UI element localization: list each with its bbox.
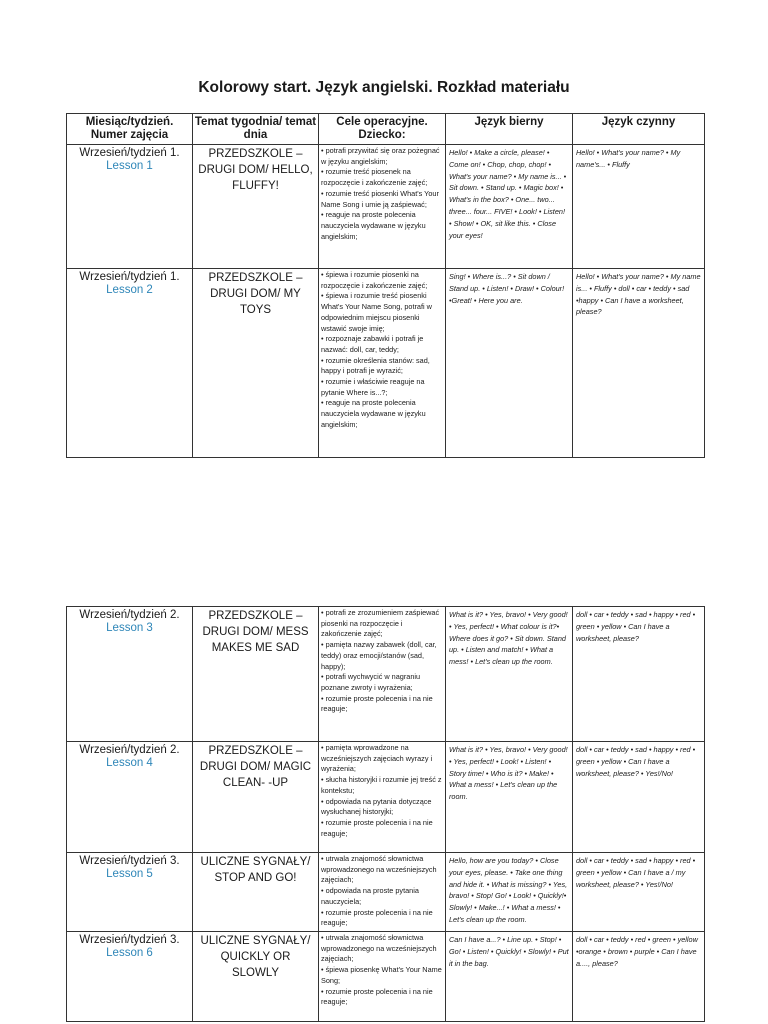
goal-item: • słucha historyjki i rozumie jej treść z kontekstu; <box>321 775 442 795</box>
goal-item: • rozumie proste polecenia i na nie reaguje; <box>321 986 433 1007</box>
passive-language-cell: Hello! • Make a circle, please! • Come on! • Chop, chop, chop! • What's your name? • My name is... • Sit down. • Stand up. • Magic box! • What's in the box? • One... two... three... four... FIVE! • Look! • Listen! • Show! • OK, sit like this. • Close your eyes! <box>446 145 573 269</box>
goal-item: • rozumie proste polecenia i na nie reaguje; <box>321 817 433 838</box>
active-language-cell: Hello! • What's your name? • My name's... • Fluffy <box>573 145 705 269</box>
goal-item: • odpowiada na pytania dotyczące wysłuchanej historyjki; <box>321 796 432 817</box>
goal-item: • reaguje na proste polecenia nauczyciela wydawane w języku angielskim; <box>321 210 426 241</box>
month-cell <box>67 742 193 853</box>
goals-cell <box>319 607 446 742</box>
active-language-cell: doll • car • teddy • red • green • yellow •orange • brown • purple • Can I have a...., please? <box>573 932 705 1022</box>
topic-cell: ULICZNE SYGNAŁY/ QUICKLY OR SLOWLY <box>193 932 319 1022</box>
topic-cell: PRZEDSZKOLE – DRUGI DOM/ HELLO, FLUFFY! <box>193 145 319 269</box>
goals-cell <box>319 853 446 932</box>
goal-item: • potrafi ze zrozumieniem zaśpiewać piosenki na rozpoczęcie i zakończenie zajęć; <box>321 608 440 639</box>
active-language-cell: doll • car • teddy • sad • happy • red • green • yellow • Can I have a worksheet, please? • Yes!/No! <box>573 742 705 853</box>
lesson-label: Lesson 2 <box>106 284 153 296</box>
table-row <box>67 742 705 853</box>
header-active: Język czynny <box>573 114 705 145</box>
goal-item: • śpiewa piosenkę What's Your Name Song; <box>321 965 442 985</box>
lesson-label: Lesson 5 <box>106 868 153 880</box>
header-row <box>67 114 705 145</box>
passive-language-cell: Sing! • Where is...? • Sit down / Stand up. • Listen! • Draw! • Colour! •Great! • Here you are. <box>446 269 573 458</box>
month-cell <box>67 269 193 458</box>
goal-item: • pamięta wprowadzone na wcześniejszych zajęciach wyrazy i wyrażenia; <box>321 743 433 774</box>
active-language-cell: doll • car • teddy • sad • happy • red • green • yellow • Can I have a / my worksheet, please? • Yes!/No! <box>573 853 705 932</box>
month-cell <box>67 853 193 932</box>
lesson-label: Lesson 4 <box>106 757 153 769</box>
goals-cell <box>319 932 446 1022</box>
active-language-cell: Hello! • What's your name? • My name is... • Fluffy • doll • car • teddy • sad •happy • Can I have a worksheet, please? <box>573 269 705 458</box>
goal-item: • rozumie proste polecenia i na nie reaguje; <box>321 693 433 714</box>
goal-item: • rozumie określenia stanów: sad, happy i potrafi je wyrazić; <box>321 355 430 376</box>
month-week-label: Wrzesień/tydzień 3. <box>79 855 180 867</box>
header-topic: Temat tygodnia/ temat dnia <box>193 114 319 145</box>
topic-cell: PRZEDSZKOLE – DRUGI DOM/ MESS MAKES ME SAD <box>193 607 319 742</box>
goal-item: • śpiewa i rozumie piosenki na rozpoczęcie i zakończenie zajęć; <box>321 270 428 290</box>
lesson-label: Lesson 1 <box>106 160 153 172</box>
goal-item: • reaguje na proste polecenia nauczyciela wydawane w języku angielskim; <box>321 398 426 429</box>
goals-cell <box>319 742 446 853</box>
topic-cell: PRZEDSZKOLE – DRUGI DOM/ MY TOYS <box>193 269 319 458</box>
table-row <box>67 932 705 1022</box>
syllabus-table-part-1 <box>66 113 705 458</box>
header-month: Miesiąc/tydzień. Numer zajęcia <box>67 114 193 145</box>
passive-language-cell: What is it? • Yes, bravo! • Very good! • Yes, perfect! • Look! • Listen! • Story time! • Who is it? • Make! • What a mess! • Let's clean up the room. <box>446 742 573 853</box>
goal-item: • śpiewa i rozumie treść piosenki What's Your Name Song, potrafi w odpowiednim miejscu piosenki wstawić swoje imię; <box>321 291 432 333</box>
header-goals: Cele operacyjne. Dziecko: <box>319 114 446 145</box>
month-cell <box>67 932 193 1022</box>
table-row <box>67 269 705 458</box>
topic-cell: PRZEDSZKOLE – DRUGI DOM/ MAGIC CLEAN- -UP <box>193 742 319 853</box>
syllabus-table-part-2 <box>66 606 705 1022</box>
goal-item: • rozumie treść piosenki What's Your Name Song i umie ją zaśpiewać; <box>321 188 439 209</box>
lesson-label: Lesson 6 <box>106 947 153 959</box>
goals-cell <box>319 269 446 458</box>
passive-language-cell: Hello, how are you today? • Close your eyes, please. • Take one thing and hide it. • What is missing? • Yes, bravo! • Stop! Go! • Look! • Quickly!• Slowly! • Make...! • What a mess! • Let's clean up the room. <box>446 853 573 932</box>
document-title: Kolorowy start. Język angielski. Rozkład materiału <box>198 79 570 96</box>
goal-item: • potrafi wychwycić w nagraniu poznane zwroty i wyrażenia; <box>321 672 421 692</box>
goal-item: • pamięta nazwy zabawek (doll, car, teddy) oraz emocji/stanów (sad, happy); <box>321 640 437 671</box>
passive-language-cell: Can I have a...? • Line up. • Stop! • Go! • Listen! • Quickly! • Slowly! • Put it in the bag. <box>446 932 573 1022</box>
table-row <box>67 145 705 269</box>
goal-item: • utrwala znajomość słownictwa wprowadzonego na wcześniejszych zajęciach; <box>321 933 437 964</box>
month-week-label: Wrzesień/tydzień 1. <box>79 271 180 283</box>
header-passive: Język bierny <box>446 114 573 145</box>
month-cell <box>67 607 193 742</box>
goal-item: • rozumie treść piosenek na rozpoczęcie i zakończenie zajęć; <box>321 167 428 188</box>
goal-item: • rozumie i właściwie reaguje na pytanie Where is...?; <box>321 377 425 397</box>
month-week-label: Wrzesień/tydzień 2. <box>79 609 180 621</box>
goal-item: • potrafi przywitać się oraz pożegnać w języku angielskim; <box>321 146 440 166</box>
goals-cell <box>319 145 446 269</box>
month-cell <box>67 145 193 269</box>
month-week-label: Wrzesień/tydzień 3. <box>79 934 180 946</box>
goal-item: • rozpoznaje zabawki i potrafi je nazwać: doll, car, teddy; <box>321 334 424 354</box>
goal-item: • utrwala znajomość słownictwa wprowadzonego na wcześniejszych zajęciach; <box>321 854 437 885</box>
active-language-cell: doll • car • teddy • sad • happy • red • green • yellow • Can I have a worksheet, please? <box>573 607 705 742</box>
topic-cell: ULICZNE SYGNAŁY/ STOP AND GO! <box>193 853 319 932</box>
goal-item: • rozumie proste polecenia i na nie reaguje; <box>321 907 433 928</box>
month-week-label: Wrzesień/tydzień 1. <box>79 147 180 159</box>
table-row <box>67 607 705 742</box>
table-row <box>67 853 705 932</box>
lesson-label: Lesson 3 <box>106 622 153 634</box>
month-week-label: Wrzesień/tydzień 2. <box>79 744 180 756</box>
passive-language-cell: What is it? • Yes, bravo! • Very good! • Yes, perfect! • What colour is it?• Where does it go? • Sit down. Stand up. • Listen and match! • What a mess! • Let's clean up the room. <box>446 607 573 742</box>
goal-item: • odpowiada na proste pytania nauczyciela; <box>321 886 419 906</box>
